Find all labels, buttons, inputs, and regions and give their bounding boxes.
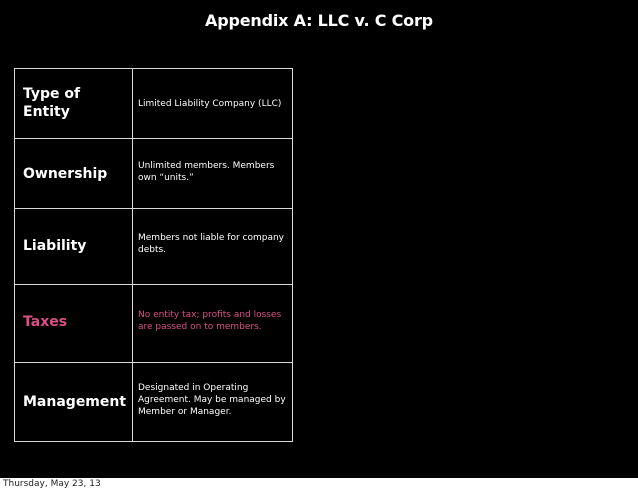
row-value-liability: Members not liable for company debts.	[138, 233, 285, 255]
footer-date: Thursday, May 23, 13	[3, 479, 101, 489]
row-value-taxes: No entity tax; profits and losses are passed on to members.	[138, 310, 282, 332]
row-label-type-of-entity: Type of Entity	[23, 86, 81, 120]
table-row-ownership	[15, 138, 292, 208]
table-row-taxes	[15, 284, 292, 362]
table-row-liability	[15, 208, 292, 284]
slide-title: Appendix A: LLC v. C Corp	[205, 11, 433, 30]
table-row-type-of-entity	[15, 69, 292, 138]
row-label-management: Management	[23, 394, 127, 410]
comparison-table	[14, 68, 293, 442]
row-value-ownership: Unlimited members. Members own “units.”	[138, 161, 275, 183]
row-value-management: Designated in Operating Agreement. May be managed by Member or Manager.	[138, 383, 286, 417]
table-row-management	[15, 362, 292, 441]
row-value-type-of-entity: Limited Liability Company (LLC)	[138, 99, 282, 109]
row-label-ownership: Ownership	[23, 166, 108, 182]
row-label-taxes: Taxes	[23, 314, 68, 330]
row-label-liability: Liability	[23, 238, 87, 254]
